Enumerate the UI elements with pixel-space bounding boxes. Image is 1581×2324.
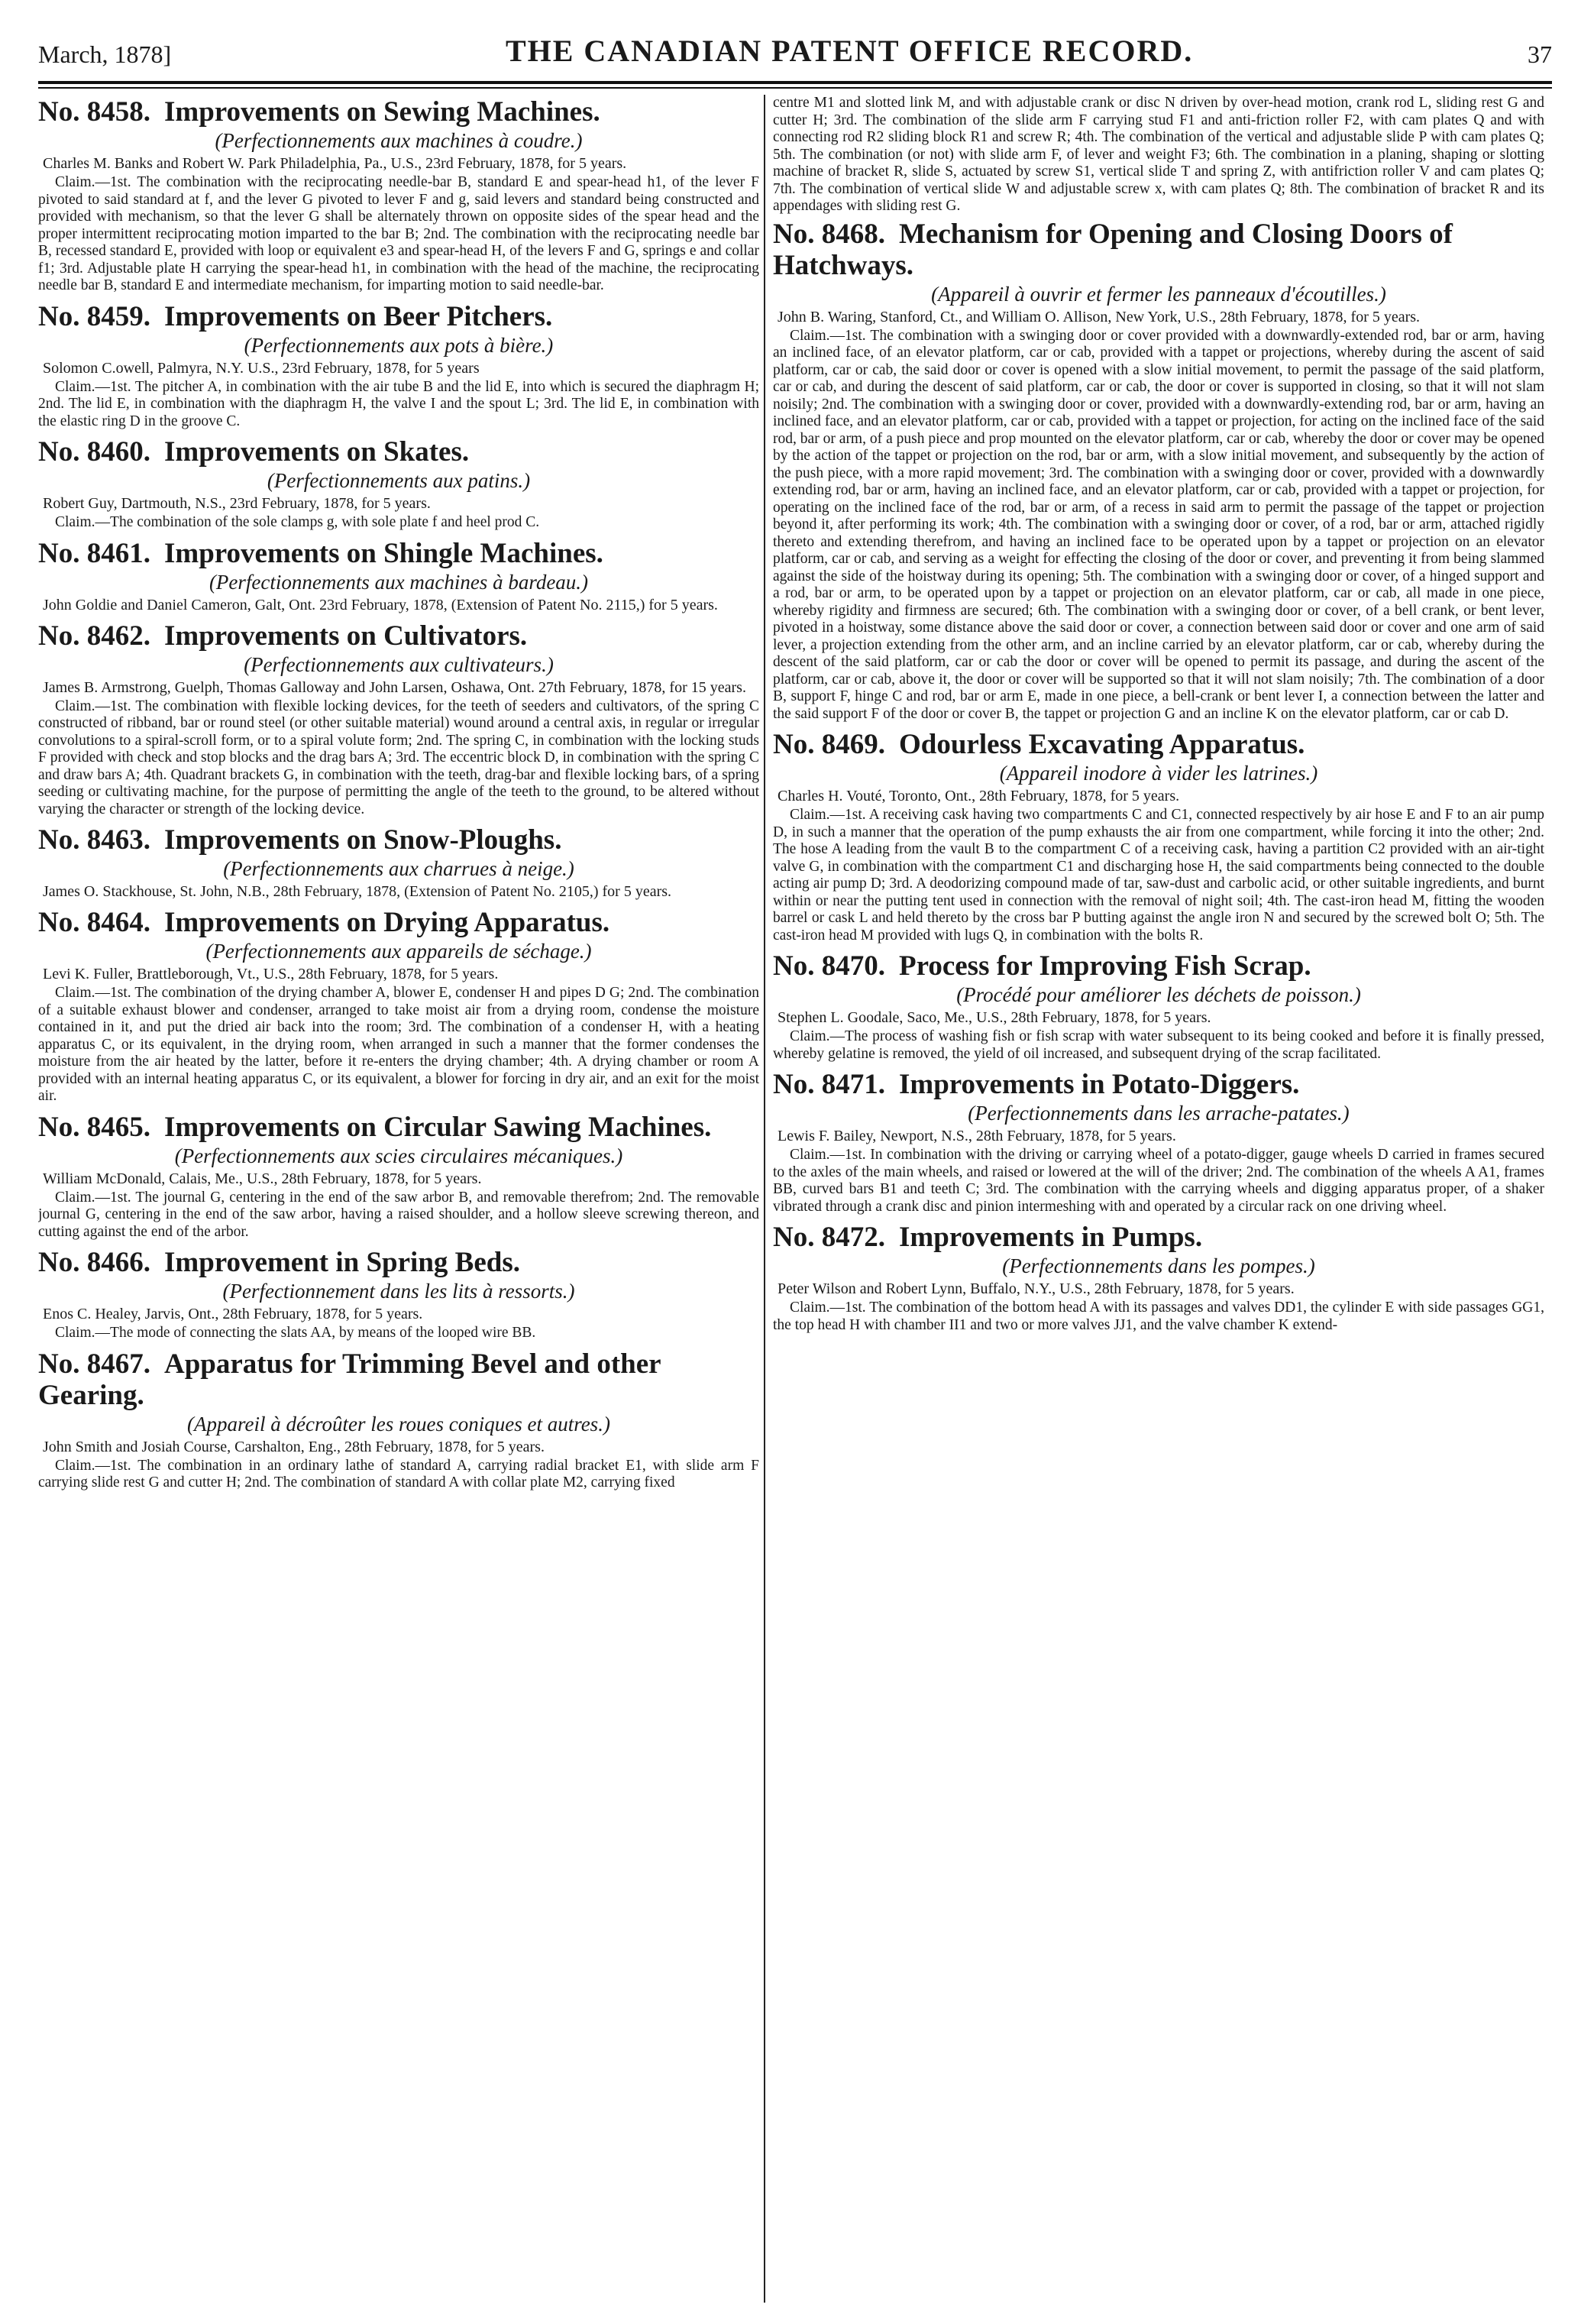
inventors: Lewis F. Bailey, Newport, N.S., 28th February, 1878, for 5 years. [778, 1128, 1176, 1144]
inventors: William McDonald, Calais, Me., U.S., 28th February, 1878, for 5 years. [43, 1170, 482, 1187]
claim-text: Claim.—1st. The combination in an ordinary lathe of standard A, carrying radial bracket E1, with slide arm F carrying slide rest G and cutter H; 2nd. The combination of standard A with collar plate M2, carrying fixed [38, 1457, 759, 1491]
patent-number: No. 8467. [38, 1348, 150, 1380]
claim-text: Claim.—1st. A receiving cask having two compartments C and C1, connected respectively by air hose E and F to an air pump D, in such a manner that the operation of the pump exhausts the air from one compartment, while forcing it into the other; 2nd. The hose A leading from the vault B to the compartment C of a receiving cask, having a partition C2 provided with an air-tight valve G, in combination with the compartment C1 and discharging hose H, the said compartments being connected to the double acting air pump D; 3rd. A deodorizing compound made of tar, saw-dust and carbolic acid, or other suitable ingredients, and burnt within or near the putting tent used in connection with the removal of night soil; 4th. The cast-iron head M, fitting the wooden barrel or cask L and held thereto by the cross bar P butting against the angle iron N and secured by the screwed bolt O; 5th. The cast-iron head M provided with lugs Q, in combination with the bolts R. [773, 807, 1544, 944]
patent-number: No. 8468. [773, 218, 885, 250]
inventors: Enos C. Healey, Jarvis, Ont., 28th February, 1878, for 5 years. [43, 1306, 423, 1322]
patent-heading [773, 729, 1544, 760]
claim-text: Claim.—The mode of connecting the slats AA, by means of the looped wire BB. [55, 1325, 536, 1341]
patent-heading [38, 824, 759, 856]
inventors: Solomon C.owell, Palmyra, N.Y. U.S., 23rd February, 1878, for 5 years [43, 359, 480, 377]
patent-title: Mechanism for Opening and Closing Doors of Hatchways. [773, 218, 1453, 281]
patent-heading [38, 1112, 759, 1143]
french-title: (Perfectionnements aux charrues à neige.) [223, 857, 574, 880]
patent-number: No. 8463. [38, 824, 150, 856]
french-title: (Procédé pour améliorer les déchets de poisson.) [956, 983, 1361, 1006]
patent-number: No. 8471. [773, 1069, 885, 1100]
inventors: Charles H. Vouté, Toronto, Ont., 28th February, 1878, for 5 years. [778, 788, 1180, 804]
patent-entry-8472 [773, 1222, 1544, 1334]
patent-number: No. 8469. [773, 729, 885, 760]
patent-number: No. 8465. [38, 1111, 150, 1143]
inventors: John B. Waring, Stanford, Ct., and William O. Allison, New York, U.S., 28th February, 1878, for 5 years. [778, 308, 1421, 325]
french-title: (Appareil à ouvrir et fermer les panneaux d'écoutilles.) [931, 282, 1386, 306]
patent-entry-8462 [38, 620, 759, 819]
patent-entry-8468 [773, 218, 1544, 723]
french-title: (Perfectionnements dans les pompes.) [1002, 1254, 1315, 1277]
patent-title: Odourless Excavating Apparatus. [898, 729, 1305, 760]
patent-heading [38, 620, 759, 652]
patent-number: No. 8470. [773, 950, 885, 982]
claim-text: Claim.—1st. The pitcher A, in combination with the air tube B and the lid E, into which is secured the diaphragm H; 2nd. The lid E, in combination with the diaphragm H, the valve I and the spout L; 3rd. The lid E, in combination with the elastic ring D in the groove C. [38, 378, 759, 429]
claim-text: Claim.—1st. In combination with the driving or carrying wheel of a potato-digger, gauge wheels D carried in frames secured to the axles of the main wheels, and raised or lowered at the will of the driver; 2nd. The combination of the wheels A A1, frames BB, curved bars B1 and teeth C; 3rd. The combination with the carrying wheels and digging apparatus proper, of a shaker vibrated through a crank disc and pinion intermeshing with and operated by a circular rack on one driving wheel. [773, 1147, 1544, 1215]
patent-entry-8458 [38, 96, 759, 295]
claim-text: Claim.—1st. The combination of the drying chamber A, blower E, condenser H and pipes D G; 2nd. The combination of a suitable exhaust blower and condenser, arranged to take moist air from a drying room, condense the moisture contained in it, and put the dried air back into the room; 3rd. The combination of a condenser H, with a heating apparatus C, or its equivalent, in the drying room, when arranged in such a manner that the former condenses the moisture from the air heated by the latter, before it re-enters the drying chamber; 4th. A drying chamber or room A provided with an internal heating apparatus C, or its equivalent, a blower for forcing in dry air, and an exit for the moist air. [38, 985, 759, 1104]
patent-title: Improvements on Sewing Machines. [163, 96, 600, 128]
inventors: James B. Armstrong, Guelph, Thomas Galloway and John Larsen, Oshawa, Ont. 27th February, 1878, for 15 years. [43, 678, 746, 696]
claim-text: Claim.—1st. The journal G, centering in the end of the saw arbor B, and removable therefrom; 2nd. The removable journal G, centering in the end of the saw arbor, having a raised shoulder, and a hollow sleeve screwing thereon, and cutting against the end of the arbor. [38, 1189, 759, 1240]
patent-title: Improvements on Drying Apparatus. [163, 907, 610, 938]
patent-entry-8463 [38, 824, 759, 901]
inventors: John Smith and Josiah Course, Carshalton, Eng., 28th February, 1878, for 5 years. [43, 1438, 545, 1455]
publication-title: THE CANADIAN PATENT OFFICE RECORD. [505, 34, 1194, 68]
inventors: Peter Wilson and Robert Lynn, Buffalo, N.Y., U.S., 28th February, 1878, for 5 years. [778, 1280, 1295, 1297]
patent-entry-8467 [38, 1348, 759, 1492]
patent-number: No. 8472. [773, 1222, 885, 1253]
patent-number: No. 8461. [38, 537, 150, 569]
patent-number: No. 8466. [38, 1247, 150, 1278]
patent-title: Improvements on Shingle Machines. [163, 537, 603, 569]
patent-heading [38, 1247, 759, 1278]
patent-heading [38, 1348, 759, 1411]
claim-text: Claim.—1st. The combination with flexible locking devices, for the teeth of seeders and cultivators, of the spring C constructed of ribband, bar or round steel (or other suitable material) wound around a central axis, in regular or irregular convolutions to a spiral-scroll form, or to a spiral volute form; 2nd. The spring C, in combination with the locking studs F provided with check and stop blocks and the drag bars A; 3rd. The eccentric block D, in combination with the spring C and draw bars A; 4th. Quadrant brackets G, in combination with the teeth, drag-bar and flexible locking bars, of a spring seeding or cultivating machine, for the purpose of permitting the angle of the teeth to the ground, to be altered without varying the character or strength of the locking device. [38, 698, 759, 817]
header-rule-thin [38, 87, 1552, 89]
patent-number: No. 8459. [38, 300, 150, 332]
patent-heading [38, 436, 759, 468]
patent-heading [773, 218, 1544, 281]
patent-heading [773, 950, 1544, 982]
french-title: (Perfectionnements aux machines à coudre.) [215, 129, 583, 152]
french-title: (Perfectionnements aux cultivateurs.) [244, 652, 554, 676]
patent-heading [38, 538, 759, 569]
patent-title: Improvements in Potato-Diggers. [898, 1069, 1300, 1100]
page-number: 37 [1528, 40, 1552, 68]
patent-entry-8469 [773, 729, 1544, 944]
patent-entry-8460 [38, 436, 759, 532]
column-divider [764, 95, 765, 2303]
header-rule-thick [38, 81, 1552, 84]
patent-heading [773, 1069, 1544, 1100]
patent-number: No. 8464. [38, 907, 150, 938]
french-title: (Perfectionnements aux pots à bière.) [244, 333, 554, 357]
french-title: (Perfectionnements aux appareils de séchage.) [205, 940, 592, 963]
french-title: (Perfectionnements dans les arrache-patates.) [968, 1102, 1350, 1125]
continued-claim-8467: centre M1 and slotted link M, and with adjustable crank or disc N driven by over-head motion, crank rod L, sliding rest G and cutter H; 3rd. The combination of the slide arm F carrying stud F1 and anti-friction roller F2, with cam plates Q and with connecting rod R2 sliding block R1 and screw R; 4th. The combination of the vertical and adjustable slide P with cam plates Q; 5th. The combination (or not) with slide arm F, of lever and weight F3; 6th. The combination in a planing, shaping or slotting machine of bracket R, slide S, actuated by screw S1, vertical slide T and spring Z, with antifriction roller V and cam plates Q; 7th. The combination of vertical slide W and adjustable screw x, with cam plates Q; 8th. The combination of bracket R and its appendages with sliding rest G. [773, 95, 1544, 214]
patent-entry-8461 [38, 538, 759, 614]
patent-title: Process for Improving Fish Scrap. [898, 950, 1311, 982]
french-title: (Appareil inodore à vider les latrines.) [999, 762, 1318, 785]
inventors: Charles M. Banks and Robert W. Park Philadelphia, Pa., U.S., 23rd February, 1878, for 5 years. [43, 155, 627, 172]
patent-heading [38, 301, 759, 332]
patent-title: Apparatus for Trimming Bevel and other Gearing. [38, 1348, 661, 1411]
patent-number: No. 8460. [38, 436, 150, 468]
inventors: Levi K. Fuller, Brattleborough, Vt., U.S., 28th February, 1878, for 5 years. [43, 966, 499, 982]
patent-entry-8466 [38, 1247, 759, 1342]
left-column [38, 95, 759, 2310]
patent-entry-8465 [38, 1112, 759, 1241]
patent-title: Improvements on Skates. [163, 436, 470, 468]
running-header [38, 26, 1552, 69]
inventors: Stephen L. Goodale, Saco, Me., U.S., 28th February, 1878, for 5 years. [778, 1009, 1211, 1026]
inventors: Robert Guy, Dartmouth, N.S., 23rd February, 1878, for 5 years. [43, 495, 431, 512]
issue-date: March, 1878] [38, 40, 172, 68]
inventors: John Goldie and Daniel Cameron, Galt, Ont. 23rd February, 1878, (Extension of Patent No. 2115,) for 5 years. [43, 596, 718, 613]
patent-title: Improvements in Pumps. [898, 1222, 1203, 1253]
inventors: James O. Stackhouse, St. John, N.B., 28th February, 1878, (Extension of Patent No. 2105,) for 5 years. [43, 883, 672, 900]
patent-title: Improvements on Beer Pitchers. [163, 300, 553, 332]
patent-number: No. 8458. [38, 96, 150, 128]
patent-number: No. 8462. [38, 620, 150, 652]
patent-heading [38, 907, 759, 938]
patent-entry-8459 [38, 301, 759, 431]
patent-title: Improvements on Cultivators. [163, 620, 528, 652]
french-title: (Appareil à décroûter les roues coniques et autres.) [187, 1412, 610, 1436]
french-title: (Perfectionnements aux machines à bardeau.) [209, 570, 589, 594]
patent-entry-8470 [773, 950, 1544, 1063]
patent-title: Improvements on Snow-Ploughs. [163, 824, 562, 856]
claim-text: Claim.—1st. The combination with the reciprocating needle-bar B, standard E and spear-head h1, of the lever F pivoted to said standard at f, and the lever G pivoted to lever F and g, said levers and standard being constructed and provided with mechanism, so that the lever G shall be alternately thrown on opposite sides of the spear head and the proper intermittent reciprocating motion imparted to the bar B; 2nd. The combination with the reciprocating needle bar B, recessed standard E, provided with loop or equivalent e3 and spear-head H, of the levers F and G, springs e and collar f1; 3rd. Adjustable plate H carrying the spear-head h1, in combination with the head of the machine, the reciprocating needle bar B, standard E and intermediate mechanism, for imparting motion to said needle-bar. [38, 174, 759, 293]
patent-entry-8464 [38, 907, 759, 1105]
patent-title: Improvement in Spring Beds. [163, 1247, 520, 1278]
patent-heading [773, 1222, 1544, 1253]
french-title: (Perfectionnement dans les lits à ressorts.) [222, 1280, 575, 1303]
french-title: (Perfectionnements aux scies circulaires mécaniques.) [174, 1144, 623, 1167]
right-column [773, 95, 1544, 2310]
claim-text: Claim.—1st. The combination with a swinging door or cover provided with a downwardly-extended rod, bar or arm, having an inclined face, of an elevator platform, car or cab, provided with a tappet or projections, whereby during the ascent of said platform, car or cab, the said door or cover is opened with a slow initial movement, to permit the passage of the said platform, car or cab, and during the descent of said platform, car or cab, the door or cover is supported in closing, so that it will not slam noisily; 2nd. The combination with a swinging door or cover, provided with a downwardly-extending rod, bar or arm, having an inclined face, and an elevator platform, car or cab, provided with a tappet or projection, for acting on the inclined face of the said rod, bar or arm, of a push piece and prop mounted on the elevator platform, car or cab, whereby the door or cover may be opened by the action of the tappet or projection on the rod, bar or arm, with a slow initial movement, and subsequently by the action of the push piece, with a more rapid movement; 3rd. The combination with a swinging door or cover, provided with a downwardly extending rod, bar or arm, having an inclined face, and an elevator platform, car or cab, provided with a tappet or projection, for operating on the inclined face of the rod, bar or arm, of a recess in said arm to permit the passage of the tappet or projection beyond it, after performing its work; 4th. The combination with a swinging door or cover, of a rod, bar or arm, attached rigidly thereto and extending therefrom, and having an inclined face to be operated upon by a tappet or projection on an elevator platform, car or cab, and serving as a weight for effecting the closing of the door or cover, and preventing it from being slammed against the side of the hoistway during its opening; 5th. The combination with a swinging door or cover, of a hinged support and a rod, bar or arm, to be operated upon by a tappet or projection on an elevator platform, car or cab, all made in one piece, whereby rigidity and firmness are secured; 6th. The combination with a swinging door or cover, of a bell crank, or bent lever, pivoted in a hoistway, some distance above the said door or cover, a connection between said door or cover and one arm of said lever, a projection extending from the other arm, and an incline carried by an elevator platform, car or cab, whereby during the descent of the said platform, car or cab the door or cover will be opened to permit its passage, and during the ascent of the platform, car or cab, above it, the door or cover will be supported so that it will not slam noisily; 7th. The combination of a door B, support F, hinge C and rod, bar or arm E, made in one piece, a bell-crank or bent lever I, a connection between the latter and the said support F of the door or cover B, the tappet or projection G and an incline K on the elevator platform, car or cab D. [773, 327, 1544, 722]
claim-text: Claim.—1st. The combination of the bottom head A with its passages and valves DD1, the cylinder E with side passages GG1, the top head H with chamber II1 and two or more valves JJ1, and the valve chamber K extend- [773, 1300, 1544, 1333]
patent-entry-8471 [773, 1069, 1544, 1215]
patent-title: Improvements on Circular Sawing Machines. [163, 1111, 712, 1143]
claim-text: Claim.—The combination of the sole clamps g, with sole plate f and heel prod C. [55, 514, 540, 530]
french-title: (Perfectionnements aux patins.) [267, 469, 531, 492]
patent-heading [38, 96, 759, 128]
claim-text: Claim.—The process of washing fish or fish scrap with water subsequent to its being cooked and before it is finally pressed, whereby gelatine is removed, the yield of oil increased, and subsequent drying of the scrap facilitated. [773, 1028, 1544, 1062]
